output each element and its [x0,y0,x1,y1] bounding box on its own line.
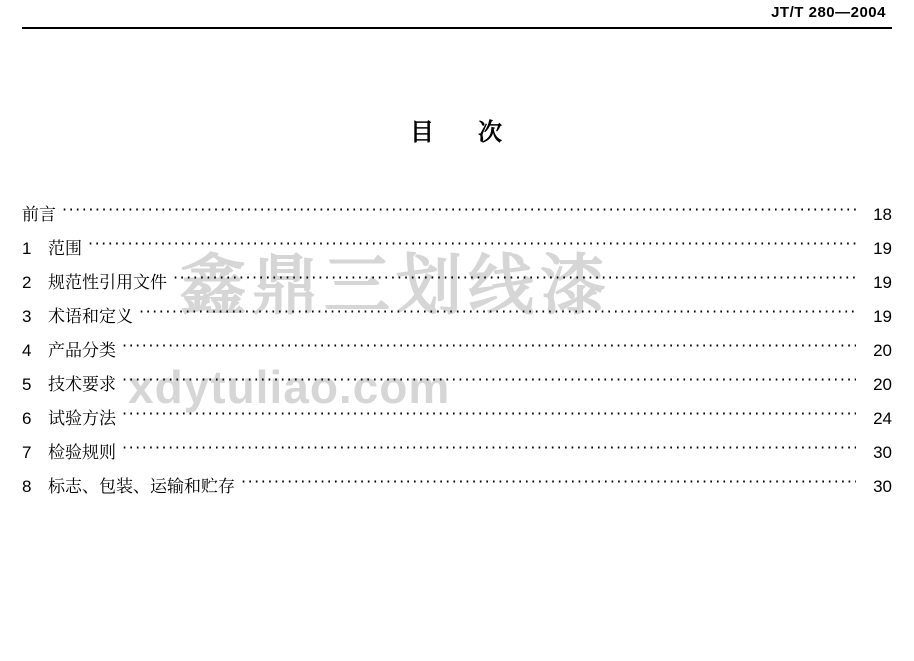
table-of-contents [22,200,892,506]
toc-entry-page: 19 [873,239,892,258]
toc-entry-label: 规范性引用文件 [48,273,167,293]
page-title-right: 次 [478,118,504,146]
toc-entry-label: 技术要求 [48,375,116,395]
page-title-left: 目 [410,118,436,146]
toc-entry-page: 30 [873,443,892,462]
toc-entry [22,472,892,506]
toc-leader-dots [122,407,856,424]
toc-entry [22,268,892,302]
toc-entry [22,234,892,268]
toc-entry-number: 4 [22,341,32,360]
toc-entry-number: 6 [22,409,32,428]
toc-leader-dots [241,475,856,492]
toc-entry-page: 19 [873,273,892,292]
toc-entry-number: 5 [22,375,32,394]
toc-entry-label: 术语和定义 [48,307,133,327]
toc-entry-page: 20 [873,375,892,394]
standard-code: JT/T 280—2004 [771,4,886,21]
toc-entry-page: 19 [873,307,892,326]
toc-entry-label: 范围 [48,239,82,259]
toc-leader-dots [122,373,856,390]
toc-entry [22,404,892,438]
watermark-latin: xdytuliao.com [128,361,451,413]
toc-entry-label: 检验规则 [48,443,116,463]
toc-entry-number: 8 [22,477,32,496]
header-divider [22,27,892,29]
toc-entry [22,370,892,404]
toc-entry-number: 7 [22,443,32,462]
toc-entry-number: 1 [22,239,32,258]
toc-entry-label: 前言 [22,205,56,225]
page-title [0,112,914,147]
toc-entry-page: 18 [873,205,892,224]
toc-entry-label: 标志、包装、运输和贮存 [48,477,235,497]
toc-leader-dots [122,441,856,458]
toc-entry [22,336,892,370]
toc-entry-number: 3 [22,307,32,326]
toc-entry-page: 20 [873,341,892,360]
toc-leader-dots [62,203,856,220]
toc-leader-dots [139,305,856,322]
watermark-chinese: 鑫鼎三划线漆 [180,247,612,324]
toc-entry-label: 产品分类 [48,341,116,361]
toc-leader-dots [173,271,856,288]
toc-entry [22,200,892,234]
toc-entry [22,438,892,472]
toc-entry [22,302,892,336]
toc-leader-dots [122,339,856,356]
page-header [0,0,914,30]
toc-leader-dots [88,237,856,254]
toc-entry-label: 试验方法 [48,409,116,429]
toc-entry-number: 2 [22,273,32,292]
toc-entry-page: 24 [873,409,892,428]
toc-entry-page: 30 [873,477,892,496]
